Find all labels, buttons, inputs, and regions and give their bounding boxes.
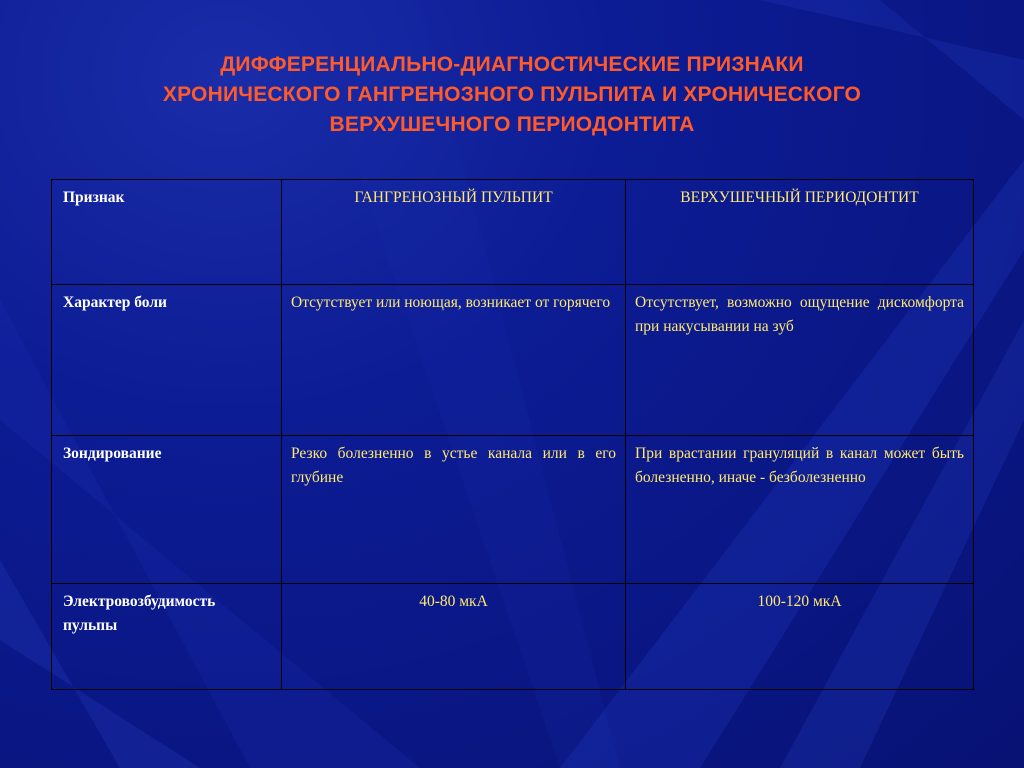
slide-title bbox=[40, 50, 984, 140]
table-cell: Отсутствует или ноющая, возникает от горячего bbox=[282, 285, 626, 436]
table-cell: 40-80 мкА bbox=[282, 584, 626, 690]
table-row bbox=[52, 584, 974, 690]
title-line-1: ДИФФЕРЕНЦИАЛЬНО-ДИАГНОСТИЧЕСКИЕ ПРИЗНАКИ bbox=[220, 53, 804, 76]
table-cell: 100-120 мкА bbox=[626, 584, 974, 690]
table-row bbox=[52, 436, 974, 584]
header-cell-periodontitis: ВЕРХУШЕЧНЫЙ ПЕРИОДОНТИТ bbox=[626, 180, 974, 285]
table-cell: Отсутствует, возможно ощущение дискомфорта при накусывании на зуб bbox=[626, 285, 974, 436]
row-label: Характер боли bbox=[52, 285, 282, 436]
diagnostic-table bbox=[51, 179, 974, 690]
row-label: Зондирование bbox=[52, 436, 282, 584]
row-label: Электровозбудимость пульпы bbox=[52, 584, 282, 690]
header-cell-pulpitis: ГАНГРЕНОЗНЫЙ ПУЛЬПИТ bbox=[282, 180, 626, 285]
table-cell: Резко болезненно в устье канала или в его глубине bbox=[282, 436, 626, 584]
title-line-2: ХРОНИЧЕСКОГО ГАНГРЕНОЗНОГО ПУЛЬПИТА И ХРОНИЧЕСКОГО bbox=[162, 83, 862, 106]
table-row bbox=[52, 285, 974, 436]
table-cell: При врастании грануляций в канал может быть болезненно, иначе - безболезненно bbox=[626, 436, 974, 584]
header-cell-sign: Признак bbox=[52, 180, 282, 285]
title-line-3: ВЕРХУШЕЧНОГО ПЕРИОДОНТИТА bbox=[329, 113, 695, 136]
table-header-row bbox=[52, 180, 974, 285]
